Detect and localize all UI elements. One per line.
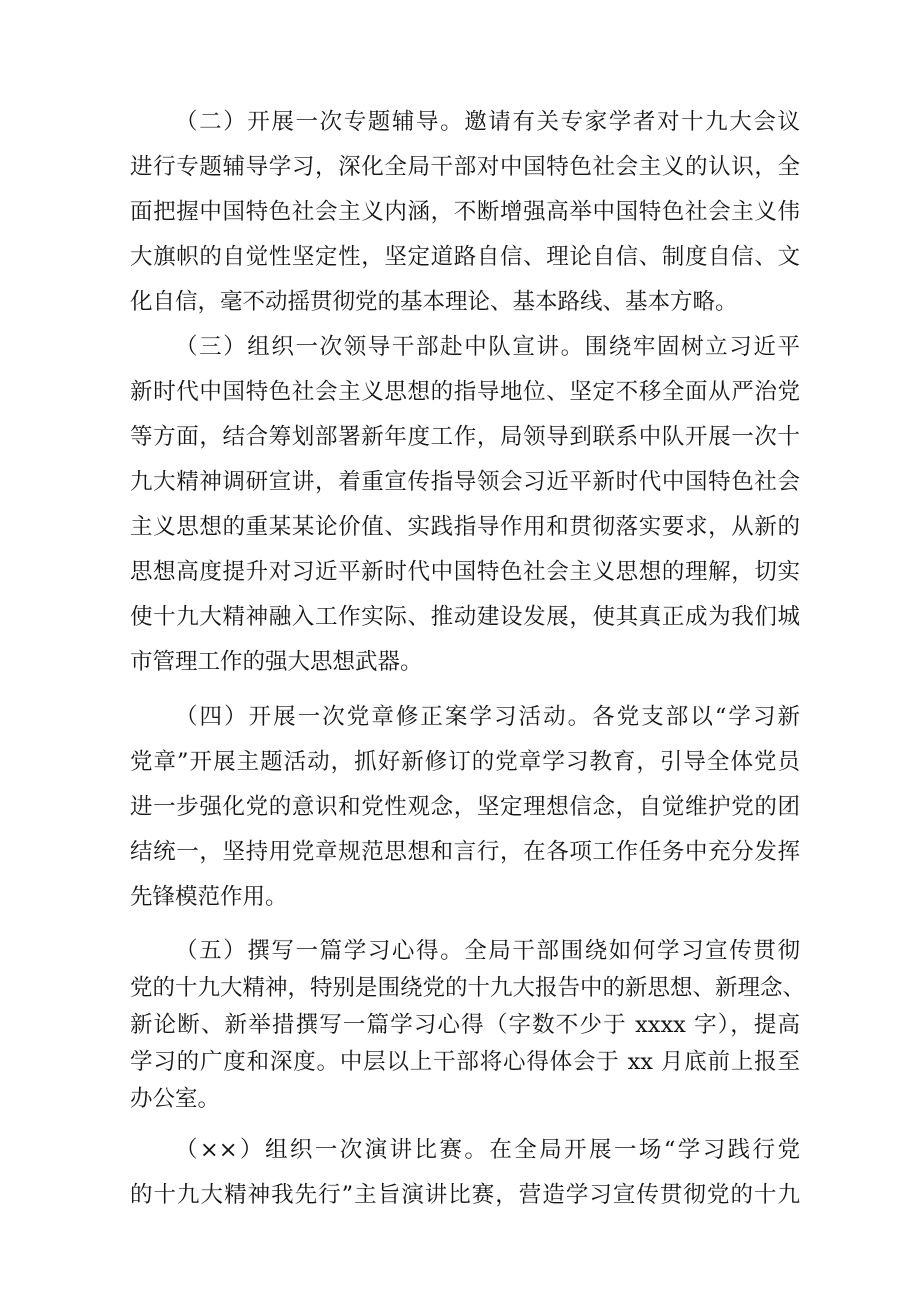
text-line: 进一步强化党的意识和党性观念，坚定理想信念，自觉维护党的团: [130, 794, 800, 820]
text-line: 党的十九大精神，特别是围绕党的十九大报告中的新思想、新理念、: [130, 975, 806, 1001]
text-line: 等方面，结合筹划部署新年度工作，局领导到联系中队开展一次十: [130, 424, 800, 450]
text-line: 学习的广度和深度。中层以上干部将心得体会于 xx 月底前上报至: [130, 1049, 800, 1075]
text-line: 党章”开展主题活动，抓好新修订的党章学习教育，引导全体党员: [130, 749, 800, 775]
text-line: （××）组织一次演讲比赛。在全局开展一场“学习践行党: [175, 1137, 800, 1163]
text-line: 办公室。: [130, 1086, 221, 1112]
paragraph-3: [130, 325, 800, 685]
text-line: 化自信，毫不动摇贯彻党的基本理论、基本路线、基本方略。: [130, 289, 738, 315]
text-line: 大旗帜的自觉性坚定性，坚定道路自信、理论自信、制度自信、文: [130, 244, 800, 270]
text-line: 面把握中国特色社会主义内涵，不断增强高举中国特色社会主义伟: [130, 199, 800, 225]
text-line: 新论断、新举措撰写一篇学习心得（字数不少于 xxxx 字），提高: [130, 1012, 800, 1038]
text-line: 使十九大精神融入工作实际、推动建设发展，使其真正成为我们城: [130, 604, 800, 630]
text-line: 市管理工作的强大思想武器。: [130, 649, 423, 675]
text-line: 思想高度提升对习近平新时代中国特色社会主义思想的理解，切实: [130, 559, 800, 585]
paragraph-5: [130, 933, 806, 1118]
text-line: 进行专题辅导学习，深化全局干部对中国特色社会主义的认识，全: [130, 154, 800, 180]
text-line: 主义思想的重某某论价值、实践指导作用和贯彻落实要求，从新的: [130, 514, 800, 540]
text-line: （二）开展一次专题辅导。邀请有关专家学者对十九大会议: [175, 109, 800, 135]
text-line: （三）组织一次领导干部赴中队宣讲。围绕牢固树立习近平: [175, 334, 800, 360]
text-line: 新时代中国特色社会主义思想的指导地位、坚定不移全面从严治党: [130, 379, 800, 405]
text-line: 的十九大精神我先行”主旨演讲比赛，营造学习宣传贯彻党的十九: [130, 1182, 800, 1208]
text-line: 九大精神调研宣讲，着重宣传指导领会习近平新时代中国特色社会: [130, 469, 800, 495]
document-body: [130, 100, 806, 1218]
paragraph-6: [130, 1128, 800, 1218]
text-line: （四）开展一次党章修正案学习活动。各党支部以“学习新: [175, 704, 800, 730]
paragraph-2: [130, 100, 800, 325]
text-line: （五）撰写一篇学习心得。全局干部围绕如何学习宣传贯彻: [175, 938, 800, 964]
paragraph-4: [130, 695, 800, 920]
text-line: 先锋模范作用。: [130, 884, 288, 910]
text-line: 结统一，坚持用党章规范思想和言行，在各项工作任务中充分发挥: [130, 839, 800, 865]
